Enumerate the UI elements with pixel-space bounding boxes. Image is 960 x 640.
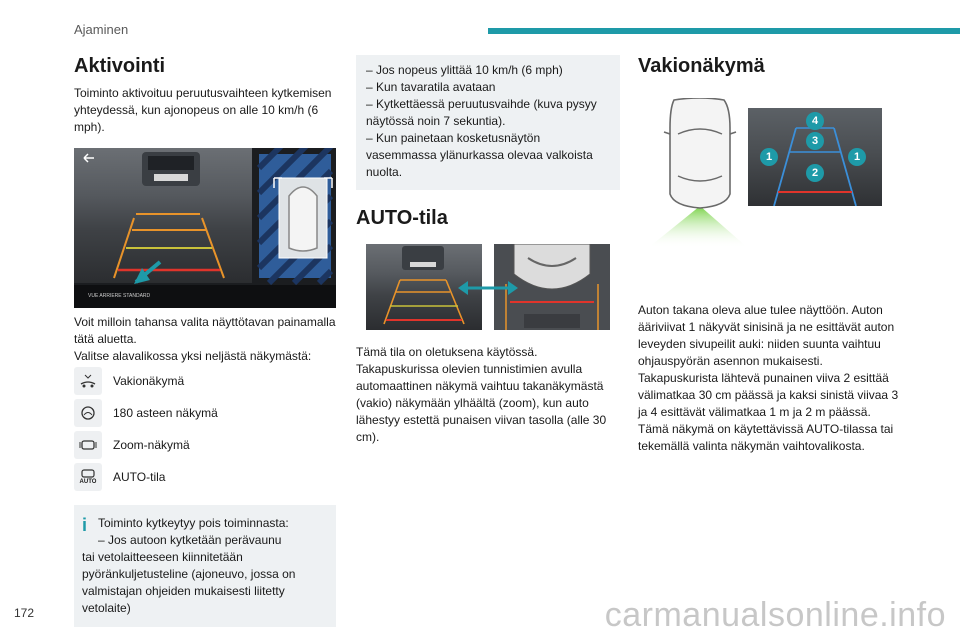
box-line-4: – Kun painetaan kosketusnäytön vasemmassa ylänurkassa olevaa valkoista nuolta. bbox=[366, 131, 593, 179]
auto-icon-text: AUTO bbox=[79, 478, 97, 485]
view-item-zoom bbox=[74, 429, 336, 461]
standard-view-heading: Vakionäkymä bbox=[638, 55, 765, 77]
180-view-icon bbox=[74, 399, 102, 427]
marker-2: 2 bbox=[806, 164, 824, 182]
page-number: 172 bbox=[14, 606, 35, 620]
view-label-auto: AUTO-tila bbox=[113, 469, 166, 484]
note-line1: – Jos autoon kytketään perävaunu bbox=[98, 533, 282, 547]
standard-view-text: Auton takana oleva alue tulee näyttöön. Auton ääriviivat 1 näkyvät sinisinä ja ne esittävät auton leveyden sivupeilit auki: niiden suunta vaihtuu ohjauspyörän asennon mukaisesti. Takapuskurista lähtevä punainen viiva 2 esittää välimatkaa 30 cm päässä ja kaksi sinistä viivaa 3 ja 4 esittävät välimatkaa 1 m ja 2 m päässä. Tämä näkymä on käytettävissä AUTO-tilassa tai tekemällä valinta näkymän vaihtovalikosta. bbox=[638, 303, 899, 453]
switch-arrow-icon bbox=[458, 278, 518, 298]
activation-heading: Aktivointi bbox=[74, 55, 166, 77]
zoom-view-icon bbox=[74, 431, 102, 459]
note-title: Toiminto kytkeytyy pois toiminnasta: bbox=[98, 516, 289, 530]
header-section-title: Ajaminen bbox=[74, 22, 129, 37]
camera-screen-illustration bbox=[74, 148, 336, 308]
view-label-standard: Vakionäkymä bbox=[113, 373, 185, 388]
standard-view-icon bbox=[74, 367, 102, 395]
box-line-2: – Kun tavaratila avataan bbox=[366, 80, 496, 94]
box-line-3: – Kytkettäessä peruutusvaihde (kuva pysyy näytössä noin 7 sekuntia). bbox=[366, 97, 597, 128]
column-auto-mode bbox=[356, 55, 620, 446]
marker-1-right: 1 bbox=[848, 148, 866, 166]
view-list bbox=[74, 365, 336, 493]
watermark-text: carmanualsonline.info bbox=[604, 596, 946, 634]
column-activation bbox=[74, 55, 336, 627]
auto-mode-text: Tämä tila on oletuksena käytössä. Takapuskurissa olevien tunnistimien avulla automaattinen näkymä vaihtuu takanäkymästä (vakio) näkymään ylhäältä (zoom), kun auto lähestyy estettä punaisen viivan tasolla (alle 30 cm). bbox=[356, 345, 607, 444]
select-view-text: Valitse alavalikossa yksi neljästä näkymästä: bbox=[74, 349, 312, 363]
marker-3: 3 bbox=[806, 132, 824, 150]
auto-mode-icon bbox=[74, 463, 102, 491]
car-top-view-illustration bbox=[638, 98, 748, 248]
deactivation-continued-box bbox=[356, 55, 620, 190]
marker-4: 4 bbox=[806, 112, 824, 130]
header-accent-bar bbox=[488, 28, 960, 34]
standard-view-camera-image bbox=[748, 108, 882, 206]
select-display-text: Voit milloin tahansa valita näyttötavan painamalla tätä aluetta. bbox=[74, 315, 336, 346]
note-continuation: tai vetolaitteeseen kiinnitetään pyöränkuljetusteline (ajoneuvo, jossa on valmistajan ohjeiden mukaisesti liitetty vetolaite) bbox=[82, 550, 296, 615]
view-label-zoom: Zoom-näkymä bbox=[113, 437, 190, 452]
standard-view-illustration bbox=[638, 98, 900, 258]
info-icon: i bbox=[82, 515, 88, 535]
screen-view-label: VUE ARRIERE STANDARD bbox=[88, 293, 151, 299]
activation-intro: Toiminto aktivoituu peruutusvaihteen kytkemisen yhteydessä, kun ajonopeus on alle 10 km/h (6 mph). bbox=[74, 86, 332, 134]
marker-1-left: 1 bbox=[760, 148, 778, 166]
column-standard-view bbox=[638, 55, 900, 455]
box-line-1: – Jos nopeus ylittää 10 km/h (6 mph) bbox=[366, 63, 563, 77]
auto-mode-illustration bbox=[366, 244, 610, 330]
camera-screen-image bbox=[74, 148, 336, 308]
view-label-180: 180 asteen näkymä bbox=[113, 405, 218, 420]
view-item-180 bbox=[74, 397, 336, 429]
view-item-standard bbox=[74, 365, 336, 397]
auto-mode-heading: AUTO-tila bbox=[356, 207, 448, 229]
deactivation-note bbox=[74, 505, 336, 627]
view-item-auto bbox=[74, 461, 336, 493]
